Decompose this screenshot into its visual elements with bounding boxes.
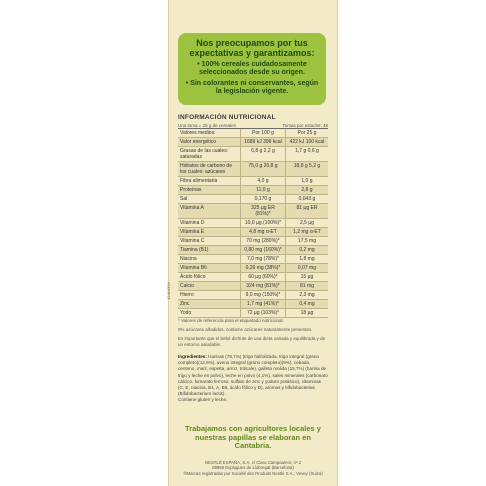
table-row [178, 219, 328, 228]
company-address [178, 460, 328, 476]
table-row [178, 282, 328, 291]
table-cell: 10,0 µg (100%)* [240, 219, 285, 227]
guarantee-title: Nos preocupamos por tus expectativas y garantizamos: [189, 38, 315, 58]
allergen-note: Contiene gluten y leche. [178, 397, 228, 403]
table-cell: 2,5 µg [285, 219, 328, 227]
table-cell: 422 kJ 100 kcal [285, 138, 328, 146]
table-cell: 0,043 g [285, 195, 328, 203]
nutrition-footnote: * Valores de referencia para el etiquetado nutricional. [178, 318, 284, 323]
table-cell: Ácido fólico [180, 274, 206, 280]
table-row [178, 186, 328, 195]
table-header: Por 25 g [285, 129, 328, 137]
table-cell: 60 µg (60%)* [240, 273, 285, 281]
table-row [178, 291, 328, 300]
table-row [178, 204, 328, 219]
table-row [178, 177, 328, 186]
table-cell: 0,26 mg (38%)* [240, 264, 285, 272]
table-cell: Calcio [180, 283, 194, 289]
table-cell: Fibra alimentaria [180, 178, 218, 184]
table-row [178, 228, 328, 237]
table-cell: 18 µg [285, 309, 328, 317]
table-cell: 0,80 mg (160%)* [240, 246, 285, 254]
table-cell: 325 µg ER (81%)* [240, 204, 285, 218]
table-cell: Sal [180, 196, 188, 202]
table-header: Por 100 g [240, 129, 285, 137]
table-cell: 1,0 g [285, 177, 328, 185]
table-cell: Grasas de las cuales: saturadas [180, 148, 229, 160]
table-cell: 1,2 mg α-ET [285, 228, 328, 236]
diet-note: Es importante que el bebé disfrute de una dieta variada y equilibrada y de un entorno saludable. [178, 336, 326, 347]
table-cell: 75,0 g 20,8 g [240, 162, 285, 176]
table-cell: 70 mg (280%)* [240, 237, 285, 245]
table-row [178, 300, 328, 309]
table-cell: Zinc [180, 301, 190, 307]
table-cell: Valor energético [180, 139, 217, 145]
table-cell: 324 mg (81%)* [240, 282, 285, 290]
table-cell: 0,07 mg [285, 264, 328, 272]
guarantee-item-no-colorants: • Sin colorantes ni conservantes, según la legislación vigente. [185, 80, 319, 95]
table-cell: 0,2 mg [285, 246, 328, 254]
table-cell: Vitamina C [180, 238, 205, 244]
table-cell: Vitamina B6 [180, 265, 207, 271]
address-line: NESTLÉ ESPAÑA, S.A. c/ Clara Campoamor, nº 2 [204, 460, 302, 465]
table-cell: 0,4 mg [285, 300, 328, 308]
table-cell: Yodo [180, 310, 192, 316]
table-row [178, 264, 328, 273]
table-row [178, 138, 328, 147]
table-cell: 7,0 mg (78%)* [240, 255, 285, 263]
table-cell: 1,8 mg [285, 255, 328, 263]
batch-code: 12410326 [166, 282, 171, 300]
table-row [178, 237, 328, 246]
table-cell: 11,0 g [240, 186, 285, 194]
table-row [178, 255, 328, 264]
table-cell: Vitamina D [180, 220, 205, 226]
table-cell: 81 mg [285, 282, 328, 290]
table-cell: Proteínas [180, 187, 202, 193]
table-cell: 2,8 g [285, 186, 328, 194]
table-cell: 81 µg ER [285, 204, 328, 218]
table-cell: 1,7 mg (41%)* [240, 300, 285, 308]
ingredients [178, 354, 328, 404]
table-cell: 6,8 g 2,2 g [240, 147, 285, 161]
table-cell: 2,3 mg [285, 291, 328, 299]
table-cell: 17,5 mg [285, 237, 328, 245]
servings-per-pack: Tomas por estuche: 48 [282, 123, 328, 128]
table-cell: 0,170 g [240, 195, 285, 203]
table-cell: 1689 kJ 399 kcal [240, 138, 285, 146]
table-row [178, 195, 328, 204]
nutrition-table [178, 128, 328, 318]
table-cell: Hidratos de carbono de los cuales: azúcares [180, 163, 232, 175]
table-cell: 4,8 mg α-ET [240, 228, 285, 236]
address-line: ®Marcas registradas por Société des Produits Nestlé S.A., Vevey (Suiza) [183, 470, 323, 476]
table-cell: Niacina [180, 256, 197, 262]
table-cell: Vitamina A [180, 205, 204, 211]
table-cell: 1,7 g 0,6 g [285, 147, 328, 161]
table-cell: Hierro [180, 292, 194, 298]
local-farmers-message: Trabajamos con agricultores locales y nuestras papillas se elaboran en Cantabria. [185, 424, 321, 450]
table-cell: Vitamina E [180, 229, 205, 235]
guarantee-item-cereals: • 100% cereales cuidadosamente seleccionados desde su origen. [197, 61, 307, 76]
table-cell: 9,0 mg (150%)* [240, 291, 285, 299]
table-header: Valores medios: [180, 130, 216, 136]
table-cell: 72 µg (103%)* [240, 309, 285, 317]
guarantee-box [178, 33, 326, 105]
address-line: 08950 Esplugues de Llobregat (Barcelona) [212, 465, 294, 471]
ingredients-label: Ingredientes: [178, 354, 207, 359]
table-row [178, 162, 328, 177]
table-row [178, 309, 328, 318]
nutrition-title: INFORMACIÓN NUTRICIONAL [178, 114, 276, 121]
nutrition-header [178, 114, 328, 128]
table-row [178, 147, 328, 162]
table-row [178, 246, 328, 255]
table-cell: Tiamina (B1) [180, 247, 209, 253]
serving-size: Una toma = 25 g de cereales [178, 123, 236, 128]
table-cell: 18,8 g 5,2 g [285, 162, 328, 176]
ingredients-text: Harinas (78,7%) (trigo hidrolizada, trigo integral (grano completo)(12,6%), avena integral (grano completo)(9%), cebada, centeno, maíz, espelta, arroz, triticale), galleta molida (15,7%) (harina de trigo y leche en polvo), leche en polvo (4,1%), sales minerales (carbonato cálcico, fumarato ferroso, sulfato de zinc y yoduro potásico), vitaminas (C, E, niacina, B1, A, B6, ácido fólico y D), aromas y bifidobacterias (Bifidobacterium lactis). [178, 354, 328, 397]
table-cell: 15 µg [285, 273, 328, 281]
table-header-row [178, 129, 328, 138]
table-row [178, 273, 328, 282]
sugar-note: 0% azúcares añadidos, contiene azúcares naturalmente presentes. [178, 327, 313, 332]
table-cell: 4,0 g [240, 177, 285, 185]
